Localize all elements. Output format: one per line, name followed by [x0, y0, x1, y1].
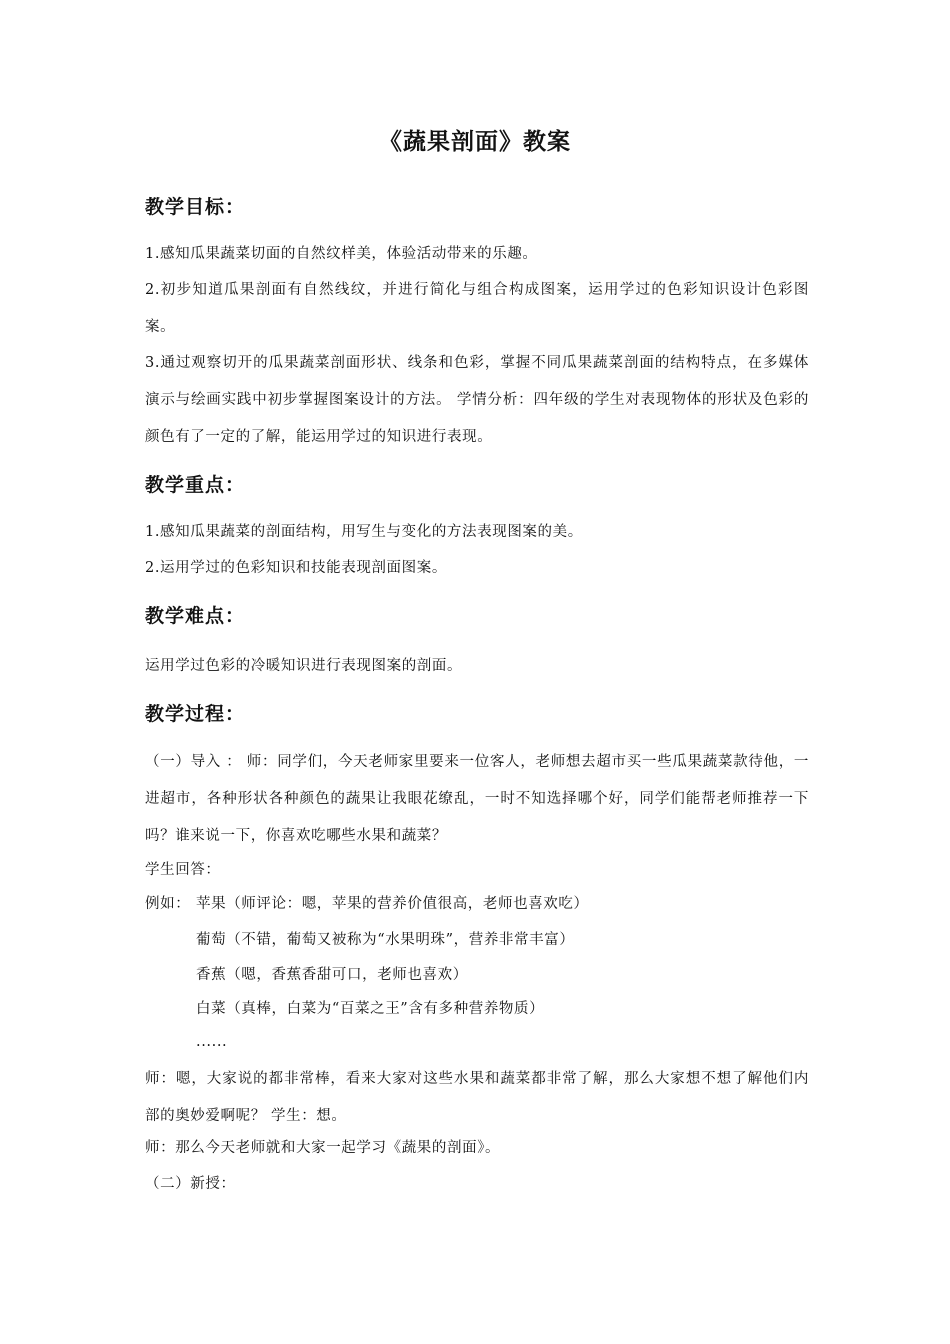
section-heading-objectives: 教学目标：	[145, 196, 246, 218]
new-lesson-label: （二）新授：	[145, 1176, 236, 1192]
page-title: 《蔬果剖面》教案	[379, 129, 571, 155]
student-answer-label: 学生回答：	[145, 862, 221, 878]
example-item: 香蕉（嗯，香蕉香甜可口，老师也喜欢）	[196, 967, 468, 983]
example-prefix: 例如：	[145, 896, 191, 912]
teacher-line: 师：那么今天老师就和大家一起学习《蔬果的剖面》。	[145, 1140, 501, 1156]
example-item: 葡萄（不错，葡萄又被称为“水果明珠”，营养非常丰富）	[196, 932, 575, 948]
section-heading-difficulties: 教学难点：	[145, 605, 246, 627]
example-item: 白菜（真棒，白菜为“百菜之王”含有多种营养物质）	[196, 1001, 545, 1017]
process-intro: （一）导入 ： 师：同学们，今天老师家里要来一位客人，老师想去超市买一些瓜果蔬菜款待他，一进超市，各种形状各种颜色的蔬果让我眼花缭乱，一时不知选择哪个好，同学们能帮老师推荐一下吗？谁来说一下，你喜欢吃哪些水果和蔬菜？	[145, 754, 809, 844]
key-point-item: 1.感知瓜果蔬菜的剖面结构，用写生与变化的方法表现图案的美。	[145, 524, 583, 540]
section-heading-key-points: 教学重点：	[145, 474, 246, 496]
objective-item: 3.通过观察切开的瓜果蔬菜剖面形状、线条和色彩，掌握不同瓜果蔬菜剖面的结构特点，在多媒体演示与绘画实践中初步掌握图案设计的方法。 学情分析：四年级的学生对表现物体的形状及色彩的颜色有了一定的了解，能运用学过的知识进行表现。	[145, 355, 809, 445]
key-point-item: 2.运用学过的色彩知识和技能表现剖面图案。	[145, 560, 447, 576]
example-item: 苹果（师评论：嗯，苹果的营养价值很高，老师也喜欢吃）	[196, 896, 589, 912]
difficulty-item: 运用学过色彩的冷暖知识进行表现图案的剖面。	[145, 658, 463, 674]
objective-item: 2.初步知道瓜果剖面有自然线纹，并进行简化与组合构成图案，运用学过的色彩知识设计色彩图案。	[145, 282, 809, 335]
teacher-line: 师：嗯，大家说的都非常棒，看来大家对这些水果和蔬菜都非常了解，那么大家想不想了解他们内部的奥妙爱啊呢？ 学生：想。	[145, 1071, 809, 1124]
objective-item: 1.感知瓜果蔬菜切面的自然纹样美，体验活动带来的乐趣。	[145, 246, 538, 262]
section-heading-process: 教学过程：	[145, 703, 246, 725]
example-item: ......	[196, 1034, 228, 1050]
